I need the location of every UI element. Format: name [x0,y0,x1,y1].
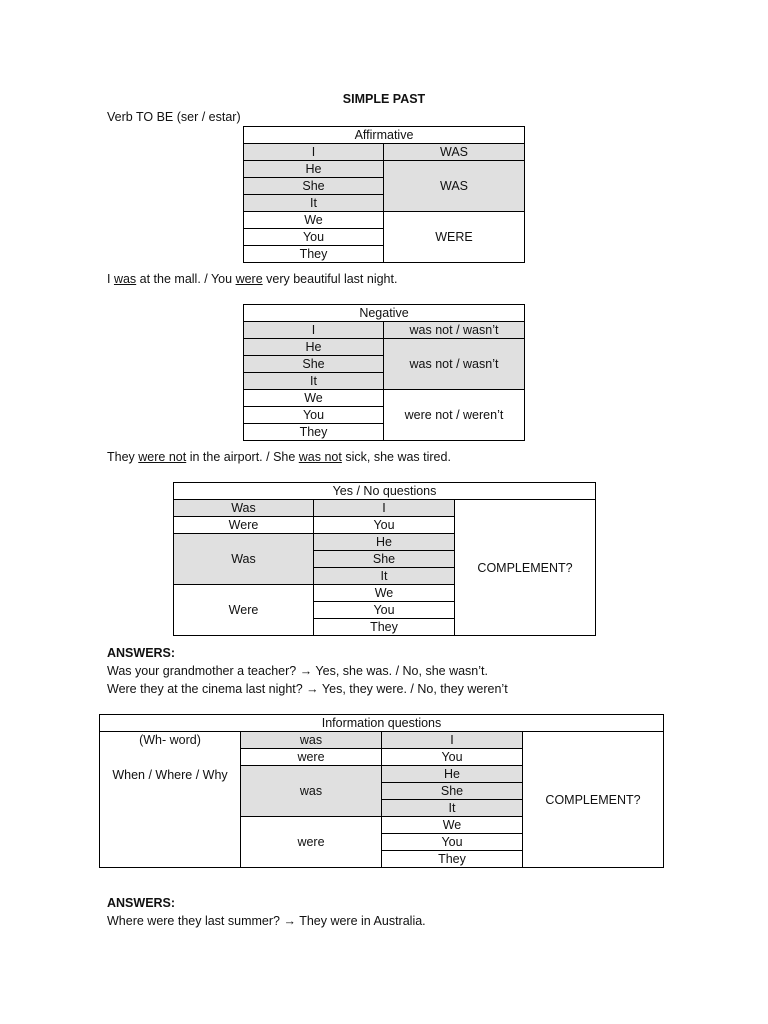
subject-cell: It [244,373,384,390]
subject-cell: He [314,534,455,551]
aux-cell: were [241,817,382,868]
subject-cell: It [314,568,455,585]
answer-line: Where were they last summer? → They were in Australia. [107,914,426,928]
subject-cell: It [382,800,523,817]
verb-cell: was not / wasn’t [384,339,525,390]
verb-cell: WERE [384,212,525,263]
subject-cell: She [244,178,384,195]
aux-cell: Were [174,585,314,636]
answer-line: Was your grandmother a teacher? → Yes, she was. / No, she wasn’t. [107,664,488,678]
subject-cell: You [244,407,384,424]
aux-cell: Was [174,534,314,585]
subject-cell: You [382,749,523,766]
subject-cell: You [244,229,384,246]
wh-words: When / Where / Why [112,767,228,782]
subject-cell: They [314,619,455,636]
wh-word-list-cell [100,749,241,868]
subject-cell: You [382,834,523,851]
subject-cell: He [382,766,523,783]
aux-cell: was [241,766,382,817]
verb-cell: was not / wasn’t [384,322,525,339]
aux-cell: Were [174,517,314,534]
subject-cell: She [244,356,384,373]
wh-word-cell: (Wh- word) [100,732,241,749]
information-questions-table [99,714,664,868]
subject-cell: I [382,732,523,749]
answers-label: ANSWERS: [107,646,176,660]
complement-cell: COMPLEMENT? [523,732,664,868]
subject-cell: We [314,585,455,602]
aux-cell: were [241,749,382,766]
subject-cell: He [244,161,384,178]
complement-cell: COMPLEMENT? [455,500,596,636]
answers-label: ANSWERS: [107,896,176,910]
page-title: SIMPLE PAST [342,92,426,106]
affirmative-example: I was at the mall. / You were very beautiful last night. [107,272,398,286]
negative-example: They were not in the airport. / She was not sick, she was tired. [107,450,451,464]
subject-cell: You [314,517,455,534]
subject-cell: I [314,500,455,517]
subject-cell: I [244,144,384,161]
negative-table [243,304,525,441]
verb-cell: WAS [384,144,525,161]
verb-cell: WAS [384,161,525,212]
subject-cell: They [244,424,384,441]
answer-line: Were they at the cinema last night? → Yes, they were. / No, they weren’t [107,682,508,696]
aux-cell: Was [174,500,314,517]
subject-cell: She [314,551,455,568]
subject-cell: We [244,390,384,407]
subtitle: Verb TO BE (ser / estar) [107,110,241,124]
aux-cell: was [241,732,382,749]
subject-cell: They [244,246,384,263]
subject-cell: We [382,817,523,834]
table-header: Yes / No questions [174,483,596,500]
yes-no-table [173,482,596,636]
subject-cell: You [314,602,455,619]
table-header: Affirmative [244,127,525,144]
affirmative-table [243,126,525,263]
verb-cell: were not / weren’t [384,390,525,441]
table-header: Negative [244,305,525,322]
table-header: Information questions [100,715,664,732]
subject-cell: I [244,322,384,339]
subject-cell: It [244,195,384,212]
subject-cell: He [244,339,384,356]
subject-cell: We [244,212,384,229]
subject-cell: They [382,851,523,868]
subject-cell: She [382,783,523,800]
